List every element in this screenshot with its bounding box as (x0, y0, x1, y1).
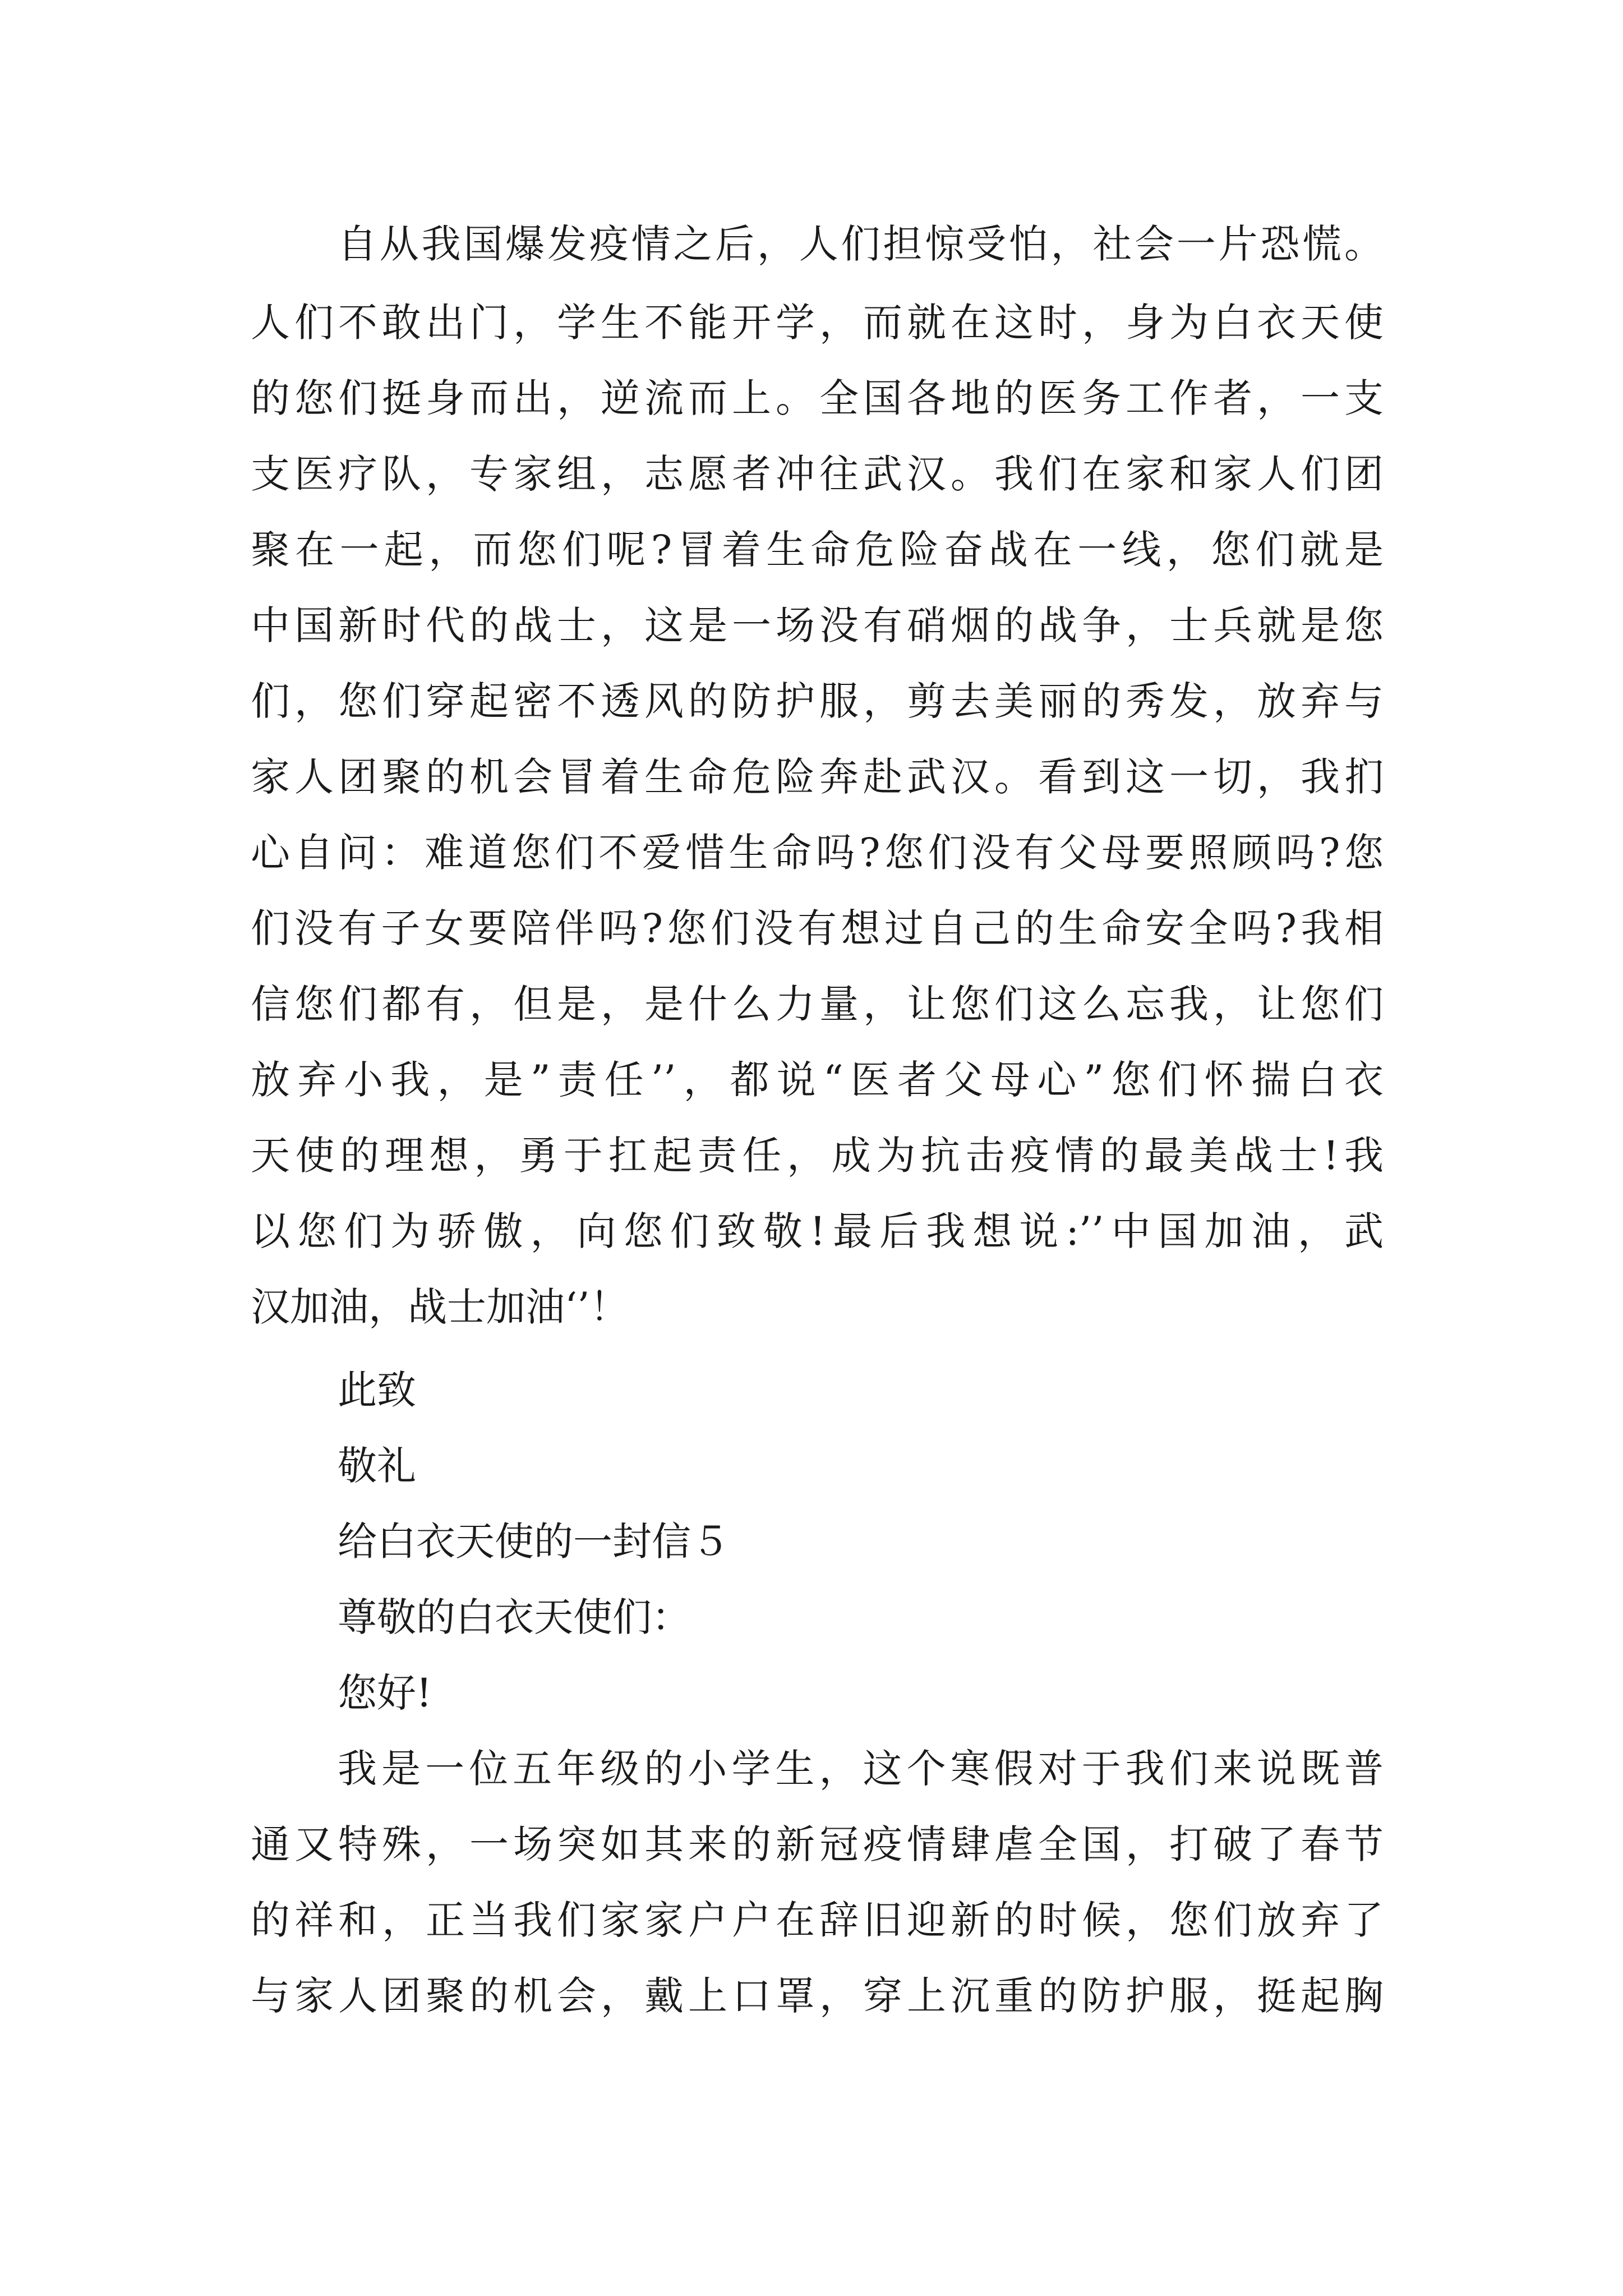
paragraph2-line-4: 与家人团聚的机会，戴上口罩，穿上沉重的防护服，挺起胸 (251, 1973, 1384, 2019)
closing-cizhi: 此致 (338, 1367, 416, 1413)
paragraph1-line-10: 们没有子女要陪伴吗?您们没有想过自己的生命安全吗?我相 (251, 905, 1384, 951)
paragraph1-line-14: 以您们为骄傲，向您们致敬!最后我想说:’’中国加油，武 (251, 1208, 1384, 1254)
letter5-title: 给白衣天使的一封信５ (338, 1519, 730, 1565)
paragraph1-line-4: 支医疗队，专家组，志愿者冲往武汉。我们在家和家人们团 (251, 451, 1384, 497)
paragraph1-line-3: 的您们挺身而出，逆流而上。全国各地的医务工作者，一支 (251, 375, 1384, 421)
letter5-greeting: 您好! (338, 1670, 432, 1716)
paragraph1-line-15: 汉加油，战士加油‘’！ (251, 1284, 629, 1330)
paragraph1-line-2: 人们不敢出门，学生不能开学，而就在这时，身为白衣天使 (251, 300, 1384, 346)
paragraph1-line-5: 聚在一起，而您们呢?冒着生命危险奋战在一线，您们就是 (251, 527, 1384, 573)
paragraph2-line-1: 我是一位五年级的小学生，这个寒假对于我们来说既普 (338, 1746, 1384, 1792)
paragraph1-line-12: 放弃小我，是”责任’’，都说“医者父母心”您们怀揣白衣 (251, 1057, 1384, 1103)
letter5-salutation: 尊敬的白衣天使们： (338, 1594, 691, 1640)
paragraph1-line-13: 天使的理想，勇于扛起责任，成为抗击疫情的最美战士!我 (251, 1133, 1384, 1179)
paragraph1-line-11: 信您们都有，但是，是什么力量，让您们这么忘我，让您们 (251, 981, 1384, 1027)
paragraph1-line-8: 家人团聚的机会冒着生命危险奔赴武汉。看到这一切，我扪 (251, 754, 1384, 800)
closing-jingli: 敬礼 (338, 1443, 416, 1489)
paragraph2-line-3: 的祥和，正当我们家家户户在辞旧迎新的时候，您们放弃了 (251, 1897, 1384, 1943)
paragraph1-line-6: 中国新时代的战士，这是一场没有硝烟的战争，士兵就是您 (251, 602, 1384, 648)
paragraph1-line-7: 们，您们穿起密不透风的防护服，剪去美丽的秀发，放弃与 (251, 678, 1384, 724)
paragraph1-line-9: 心自问：难道您们不爱惜生命吗?您们没有父母要照顾吗?您 (251, 830, 1384, 876)
paragraph2-line-2: 通又特殊，一场突如其来的新冠疫情肆虐全国，打破了春节 (251, 1821, 1384, 1867)
paragraph1-line-1: 自从我国爆发疫情之后，人们担惊受怕，社会一片恐慌。 (338, 221, 1384, 267)
